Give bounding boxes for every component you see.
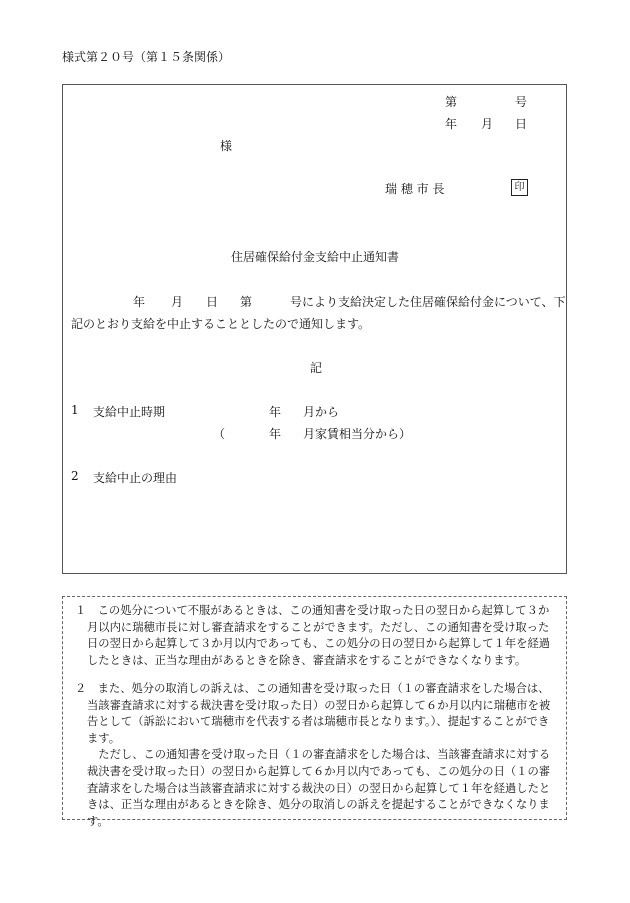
note-2-line: きは、正当な理由があるときを除き、処分の取消しの訴えを提起することができなくなりま: [87, 798, 550, 812]
body-day: 日: [206, 295, 219, 309]
number-label-go: 号: [515, 95, 528, 109]
addressee-suffix: 様: [220, 139, 233, 153]
form-number-title: 様式第２０号（第１５条関係）: [62, 50, 231, 64]
date-month-label: 月: [481, 117, 494, 131]
date-year-label: 年: [445, 117, 458, 131]
document-title: 住居確保給付金支給中止通知書: [231, 250, 400, 264]
note-2-line: 当該審査請求に対する裁決書を受け取った日）の翌日から起算して６か月以内に瑞穂市を被: [87, 698, 551, 712]
item1-number: 1: [71, 403, 79, 417]
item1-paren-open: （: [213, 427, 226, 441]
note-1-line: したときは、正当な理由があるときを除き、審査請求をすることができなくなります。: [87, 653, 527, 667]
item1-month-from: 月から: [303, 405, 340, 419]
body-line1-rest: 号により支給決定した住居確保給付金について、下: [290, 295, 566, 309]
note-1: [75, 603, 550, 669]
item2-label: 支給中止の理由: [93, 471, 178, 485]
notice-box: [62, 84, 567, 574]
note-2-line: 査請求をした場合は当該審査請求に対する裁決の日）の翌日から起算して１年を経過したと: [87, 781, 551, 795]
body-month: 月: [171, 295, 184, 309]
body-year: 年: [133, 295, 146, 309]
note-1-line: 日の翌日から起算して３か月以内であっても、この処分の日の翌日から起算して１年を経過: [87, 637, 551, 651]
note-2-line: ます。: [87, 731, 120, 745]
note-2-line: す。: [87, 814, 109, 828]
ki-heading: 記: [310, 361, 323, 375]
seal-mark: 印: [511, 179, 528, 196]
note-2-line: 裁決書を受け取った日）の翌日から起算して６か月以内であっても、この処分の日（１の審: [87, 764, 551, 778]
number-label-dai: 第: [445, 95, 458, 109]
note-1-line: 月以内に瑞穂市長に対し審査請求をすることができます。ただし、この通知書を受け取った: [87, 620, 550, 634]
note-1-line: １ この処分について不服があるときは、この通知書を受け取った日の翌日から起算して３か: [75, 604, 550, 617]
body-line2: 記のとおり支給を中止することとしたので通知します。: [71, 317, 371, 331]
note-2-line: 告として（訴訟において瑞穂市を代表する者は瑞穂市長となります。）、提起することができ: [87, 715, 550, 729]
item1-year2: 年: [269, 427, 282, 441]
note-2-line: ただし、この通知書を受け取った日（１の審査請求をした場合は、当該審査請求に対する: [87, 748, 551, 762]
sender-mayor: 瑞 穂 市 長: [385, 182, 445, 196]
item2-number: 2: [71, 469, 79, 483]
item1-rent-part: 月家賃相当分から）: [303, 427, 412, 441]
note-2: [75, 681, 550, 830]
date-day-label: 日: [515, 117, 528, 131]
item1-label: 支給中止時期: [93, 405, 166, 419]
body-dai: 第: [240, 295, 253, 309]
item1-year: 年: [269, 405, 282, 419]
note-2-line: ２ また、処分の取消しの訴えは、この通知書を受け取った日（１の審査請求をした場合は、: [75, 682, 550, 695]
appeal-notes-box: [62, 596, 567, 828]
